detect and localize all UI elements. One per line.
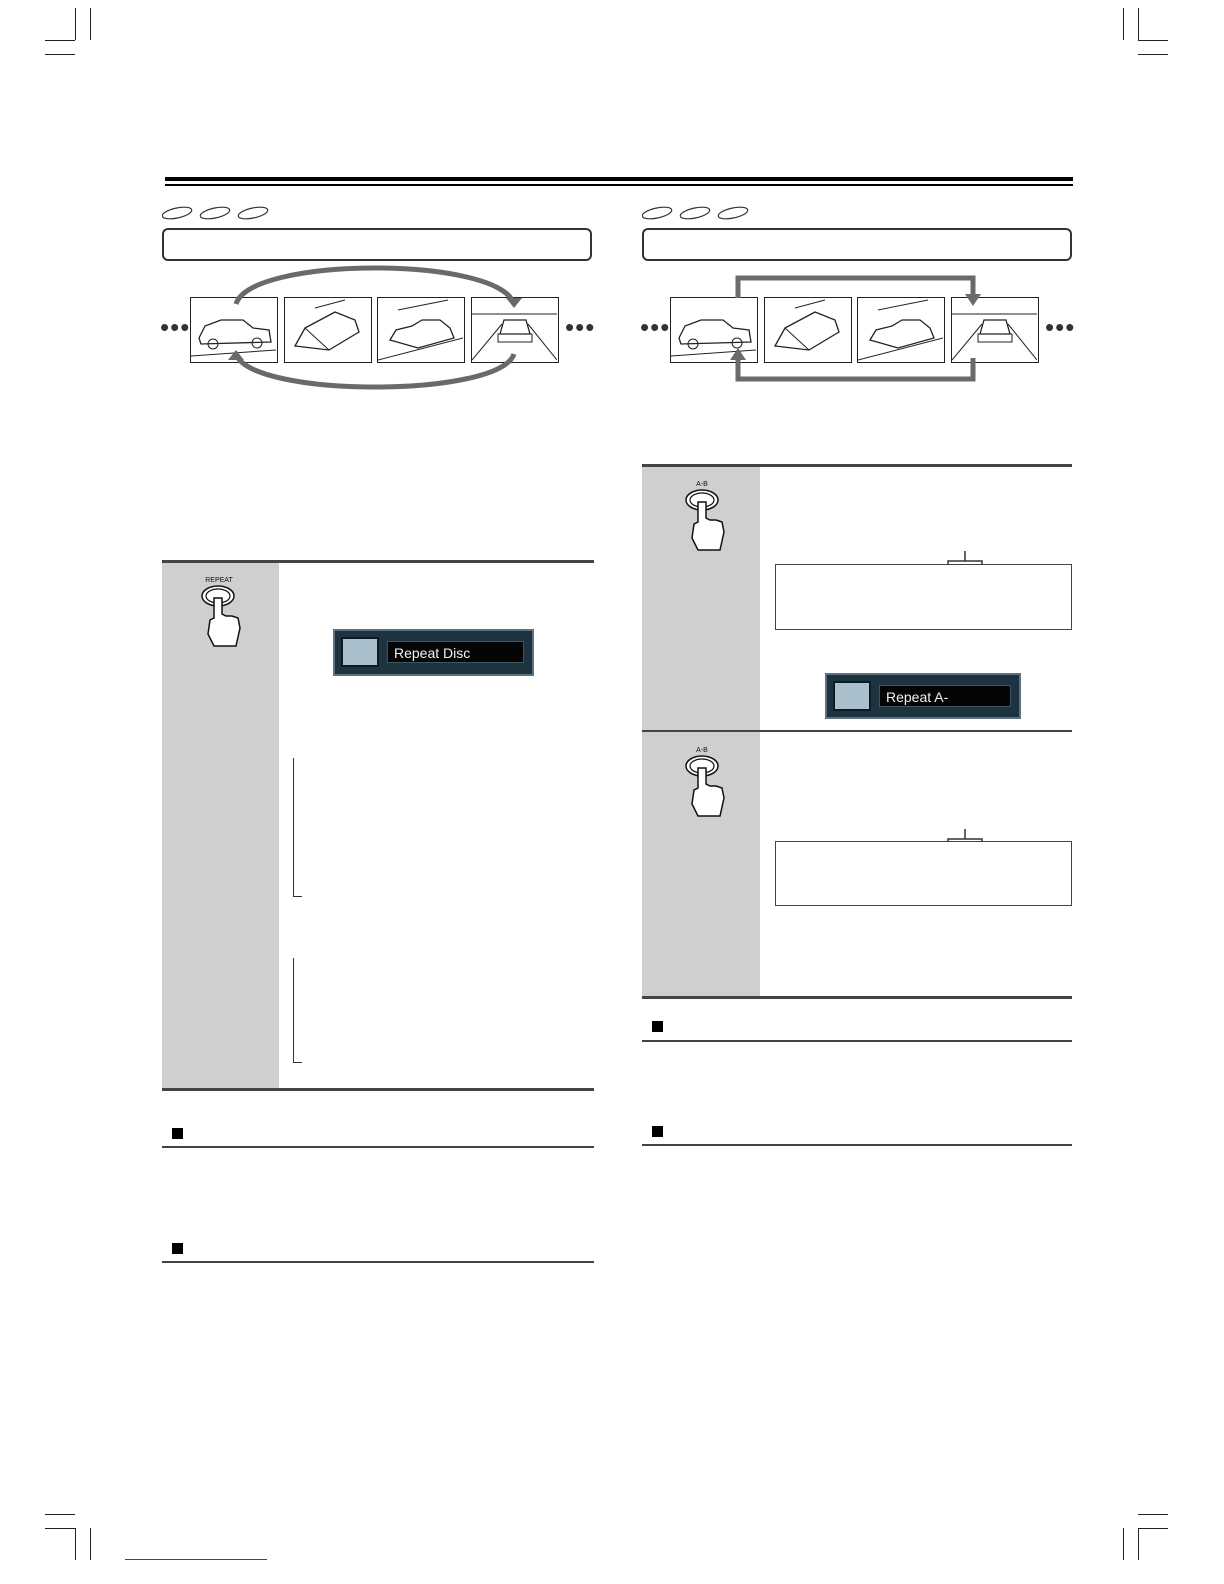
crop-mark [45,40,75,41]
ellipsis-icon: ••• [565,312,596,342]
step-bottom-rule [642,996,1072,999]
ab-button-label: A-B [696,481,708,488]
osd-label: Repeat Disc [387,641,524,663]
section-rule [162,1146,594,1148]
step-bottom-rule [162,1088,594,1091]
frame-strip-repeat-ab [640,262,1075,397]
osd-label: Repeat A- [879,685,1011,707]
ab-button-label: A-B [696,747,708,754]
disc-icon [199,205,230,220]
disc-icon [642,205,673,220]
crop-mark [1138,8,1139,40]
disc-type-icons [642,204,752,220]
header-rule-thick [165,177,1073,181]
repeat-loop-arrow [160,262,595,397]
hand-press-ab-icon [682,754,728,818]
bullet-square-icon [172,1243,183,1254]
disc-repeat-icon [833,681,871,711]
section-rule [642,1144,1072,1146]
disc-icon [679,205,710,220]
crop-mark [45,1514,75,1515]
front-panel-display [775,841,1072,906]
hand-press-repeat-icon [198,584,244,648]
section-rule [642,1040,1072,1042]
front-panel-display [775,564,1072,630]
crop-mark [75,8,76,40]
disc-icon [162,205,193,220]
crop-mark [90,8,91,40]
disc-repeat-icon [341,637,379,667]
crop-mark [1138,1514,1168,1515]
bullet-square-icon [652,1126,663,1137]
bullet-square-icon [652,1021,663,1032]
crop-mark [75,1528,76,1560]
crop-mark [90,1528,91,1560]
disc-icon [237,205,268,220]
crop-mark [1138,1528,1168,1529]
ellipsis-icon: ••• [160,312,191,342]
step-divider-rule [642,730,1072,732]
osd-repeat-disc-banner [333,629,534,676]
repeat-button-label: REPEAT [205,577,233,584]
footer-link-underline[interactable] [125,1559,267,1560]
frame-strip-repeat-disc [160,262,595,397]
header-rule-thin [165,184,1073,186]
osd-repeat-a-banner [825,673,1021,719]
crop-mark [45,54,75,55]
repeat-ab-loop-arrow [640,262,1075,397]
crop-mark [45,1528,75,1529]
crop-mark [1123,8,1124,40]
bracket-line [293,958,302,1063]
section-title-box [642,228,1072,261]
disc-type-icons [162,204,272,220]
ellipsis-icon: ••• [640,312,671,342]
ellipsis-icon: ••• [1045,312,1076,342]
crop-mark [1138,1528,1139,1560]
hand-press-ab-icon [682,488,728,552]
section-rule [162,1261,594,1263]
crop-mark [1138,40,1168,41]
section-title-box [162,228,592,261]
crop-mark [1138,54,1168,55]
disc-icon [717,205,748,220]
bracket-line [293,758,302,897]
bullet-square-icon [172,1128,183,1139]
crop-mark [1123,1528,1124,1560]
